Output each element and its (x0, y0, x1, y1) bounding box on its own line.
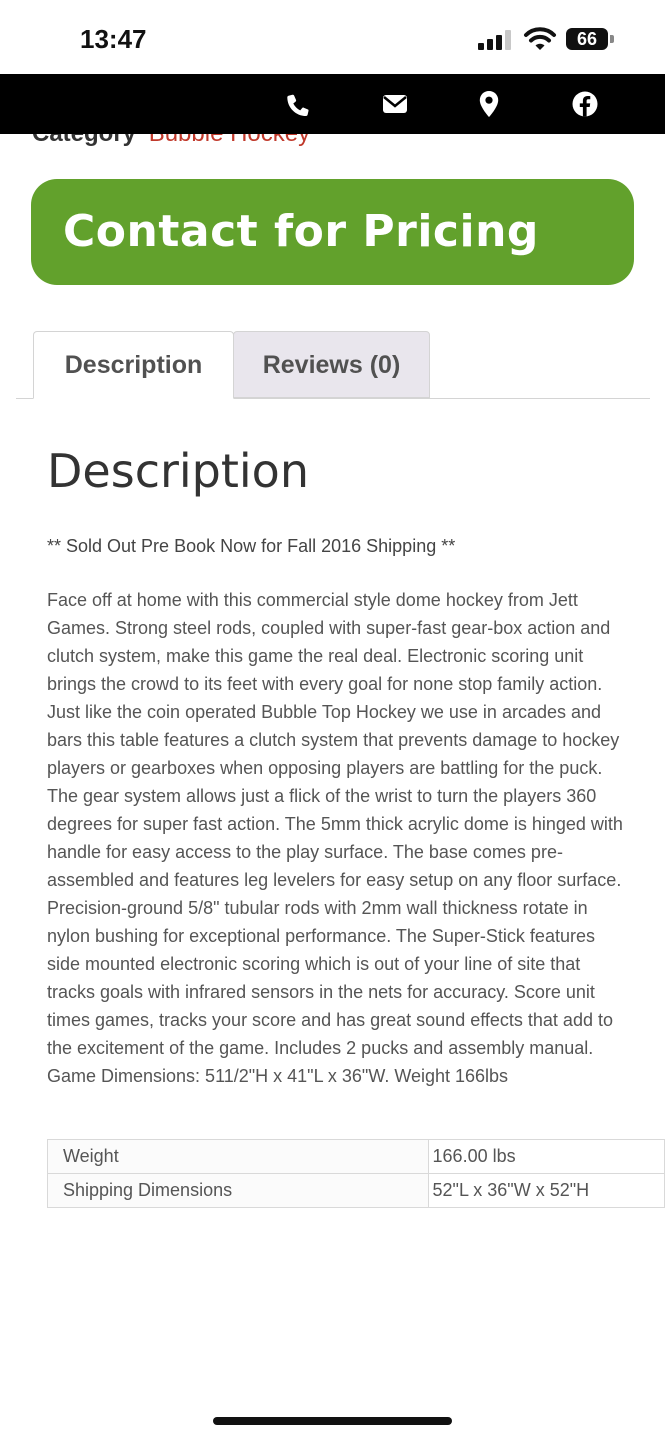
home-indicator (213, 1417, 452, 1425)
spec-value-shipping: 52"L x 36"W x 52"H (428, 1174, 664, 1208)
tab-description[interactable]: Description (33, 331, 234, 399)
contact-toolbar (0, 74, 665, 134)
product-tabs (16, 331, 650, 399)
description-body: Face off at home with this commercial style dome hockey from Jett Games. Strong steel rods, coupled with super-fast gear-box action and clutch system, make this game the real deal. Electronic scoring unit brings the crowd to its feet with every goal for none stop family action. Just like the coin operated Bubble Top Hockey we use in arcades and bars this table features a clutch system that prevents damage to hockey players or gearboxes when opposing players are battling for the puck. The gear system allows just a flick of the wrist to turn the players 360 degrees for super fast action. The 5mm thick acrylic dome is hinged with handle for easy access to the play surface. The base comes pre-assembled and features leg levelers for easy setup on any floor surface. Precision-ground 5/8" tubular rods with 2mm wall thickness rotate in nylon bushing for exceptional performance. The Super-Stick features side mounted electronic scoring which is out of your line of site that tracks goals with infrared sensors in the nets for accuracy. Score unit times games, tracks your score and has great sound effects that add to the excitement of the game. Includes 2 pucks and assembly manual. Game Dimensions: 511/2"H x 41"L x 36"W. Weight 166lbs (47, 590, 623, 1086)
facebook-icon[interactable] (569, 88, 601, 120)
contact-for-pricing-button[interactable]: Contact for Pricing (31, 179, 634, 285)
preorder-note: ** Sold Out Pre Book Now for Fall 2016 Shipping ** (47, 536, 456, 556)
tab-reviews[interactable]: Reviews (0) (233, 331, 430, 398)
table-row (48, 1174, 665, 1208)
status-bar (0, 0, 665, 74)
battery-nub (610, 35, 614, 43)
phone-icon[interactable] (282, 88, 314, 120)
cellular-signal-icon (478, 30, 514, 50)
status-time: 13:47 (80, 24, 147, 54)
envelope-icon[interactable] (379, 88, 411, 120)
wifi-icon (524, 26, 556, 52)
battery-icon: 66 (566, 28, 608, 50)
map-marker-icon[interactable] (473, 88, 505, 120)
specs-table (47, 1139, 665, 1208)
spec-label-weight: Weight (48, 1140, 429, 1174)
spec-label-shipping: Shipping Dimensions (48, 1174, 429, 1208)
category-line (0, 134, 665, 148)
description-heading: Description (47, 444, 309, 498)
table-row (48, 1140, 665, 1174)
spec-value-weight: 166.00 lbs (428, 1140, 664, 1174)
